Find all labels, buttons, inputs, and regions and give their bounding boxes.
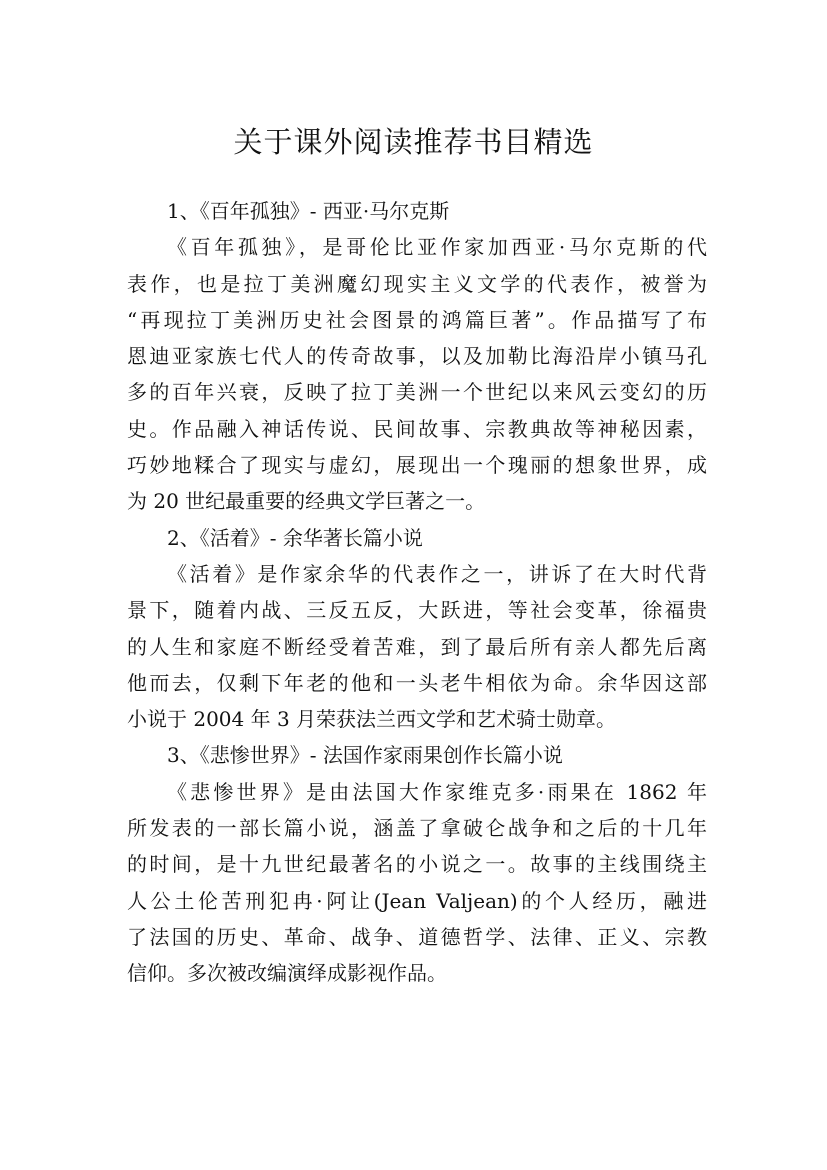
paragraph-line: 表作，也是拉丁美洲魔幻现实主义文学的代表作，被誉为 bbox=[127, 271, 707, 296]
paragraph-line: “再现拉丁美洲历史社会图景的鸿篇巨著”。作品描写了布 bbox=[127, 307, 707, 332]
paragraph-line: 所发表的一部长篇小说，涵盖了拿破仑战争和之后的十几年 bbox=[127, 816, 707, 841]
paragraph-line: 人公土伦苦刑犯冉·阿让(Jean Valjean)的个人经历，融进 bbox=[127, 888, 707, 913]
paragraph-line: 多的百年兴衰，反映了拉丁美洲一个世纪以来风云变幻的历 bbox=[127, 380, 707, 405]
paragraph-line: 恩迪亚家族七代人的传奇故事，以及加勒比海沿岸小镇马孔 bbox=[127, 344, 707, 369]
paragraph-line: 《悲惨世界》是由法国大作家维克多·雨果在 1862 年 bbox=[167, 779, 707, 804]
paragraph-line: 的人生和家庭不断经受着苦难，到了最后所有亲人都先后离 bbox=[127, 634, 707, 659]
document-body bbox=[127, 193, 707, 992]
paragraph-line: 的时间，是十九世纪最著名的小说之一。故事的主线围绕主 bbox=[127, 852, 707, 877]
paragraph-line: 《百年孤独》，是哥伦比亚作家加西亚·马尔克斯的代 bbox=[167, 235, 707, 260]
paragraph-line: 为 20 世纪最重要的经典文学巨著之一。 bbox=[127, 489, 486, 514]
section-heading-3: 3、《悲惨世界》- 法国作家雨果创作长篇小说 bbox=[167, 743, 563, 768]
paragraph-line: 他而去，仅剩下年老的他和一头老牛相依为命。余华因这部 bbox=[127, 670, 707, 695]
paragraph-line: 小说于 2004 年 3 月荣获法兰西文学和艺术骑士勋章。 bbox=[127, 707, 617, 732]
paragraph-line: 巧妙地糅合了现实与虚幻，展现出一个瑰丽的想象世界，成 bbox=[127, 453, 707, 478]
paragraph-line: 史。作品融入神话传说、民间故事、宗教典故等神秘因素， bbox=[127, 416, 707, 441]
section-heading-1: 1、《百年孤独》- 西亚·马尔克斯 bbox=[167, 199, 450, 223]
paragraph-line: 《活着》是作家余华的代表作之一，讲诉了在大时代背 bbox=[167, 561, 707, 586]
section-heading-2: 2、《活着》- 余华著长篇小说 bbox=[167, 525, 423, 550]
paragraph-line: 信仰。多次被改编演绎成影视作品。 bbox=[127, 961, 447, 986]
paragraph-line: 景下，随着内战、三反五反，大跃进，等社会变革，徐福贵 bbox=[127, 598, 707, 623]
paragraph-line: 了法国的历史、革命、战争、道德哲学、法律、正义、宗教 bbox=[127, 924, 707, 949]
document-title: 关于课外阅读推荐书目精选 bbox=[233, 125, 594, 160]
